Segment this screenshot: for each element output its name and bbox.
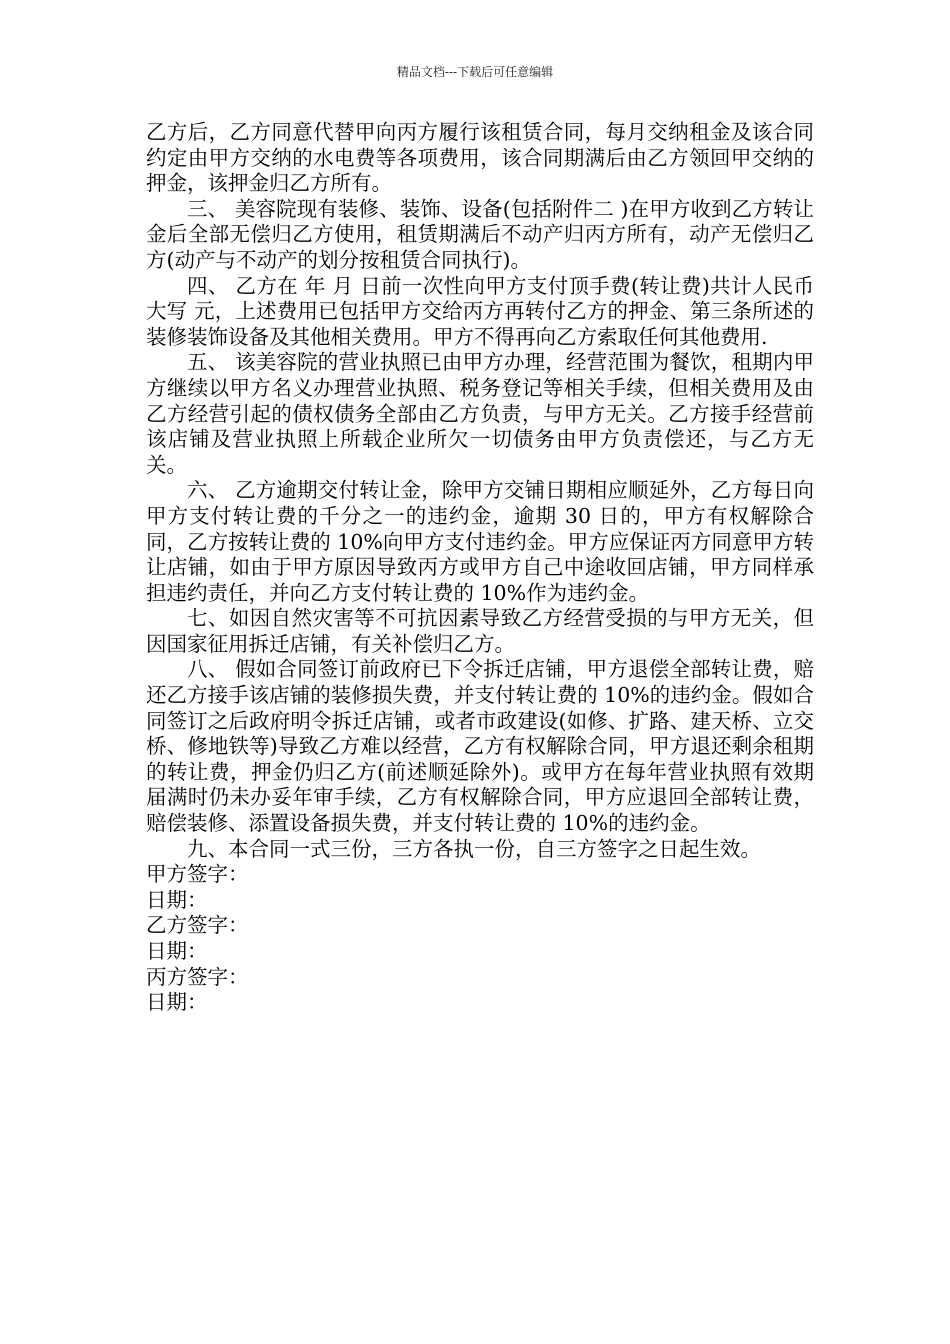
clause-8: 八、 假如合同签订前政府已下令拆迁店铺，甲方退偿全部转让费，赔还乙方接手该店铺的装修损失费，并支付转让费的 10%的违约金。假如合同签订之后政府明令拆迁店铺，或者市政建设(如修、扩路、建天桥、立交桥、修地铁等)导致乙方难以经营，乙方有权解除合同，甲方退还剩余租期的转让费，押金仍归乙方(前述顺延除外)。或甲方在每年营业执照有效期届满时仍未办妥年审手续，乙方有权解除合同，甲方应退回全部转让费，赔偿装修、添置设备损失费，并支付转让费的 10%的违约金。 (146, 657, 814, 836)
party-b-date-label: 日期： (146, 939, 208, 963)
clause-9: 九、本合同一式三份，三方各执一份，自三方签字之日起生效。 (187, 836, 761, 861)
contract-body (146, 120, 814, 1016)
party-c-date-label: 日期： (146, 990, 208, 1015)
clause-4: 四、 乙方在 年 月 日前一次性向甲方支付顶手费(转让费)共计人民币大写 元，上述费用已包括甲方交给丙方再转付乙方的押金、第三条所述的装修装饰设备及其他相关费用。甲方不得再向乙方索取任何其他费用. (146, 273, 814, 349)
clause-3: 三、 美容院现有装修、装饰、设备(包括附件二 )在甲方收到乙方转让金后全部无偿归乙方使用，租赁期满后不动产归丙方所有，动产无偿归乙方(动产与不动产的划分按租赁合同执行)。 (146, 196, 814, 272)
page-header: 精品文档---下载后可任意编辑 (396, 65, 554, 79)
paragraph-continuation: 乙方后，乙方同意代替甲向丙方履行该租赁合同，每月交纳租金及该合同约定由甲方交纳的水电费等各项费用，该合同期满后由乙方领回甲交纳的押金，该押金归乙方所有。 (146, 120, 814, 196)
party-b-signature-label: 乙方签字： (146, 913, 249, 938)
clause-7: 七、如因自然灾害等不可抗因素导致乙方经营受损的与甲方无关，但因国家征用拆迁店铺，有关补偿归乙方。 (146, 606, 814, 656)
clause-5: 五、 该美容院的营业执照已由甲方办理，经营范围为餐饮，租期内甲方继续以甲方名义办理营业执照、税务登记等相关手续，但相关费用及由乙方经营引起的债权债务全部由乙方负责，与甲方无关。乙方接手经营前该店铺及营业执照上所载企业所欠一切债务由甲方负责偿还，与乙方无关。 (146, 350, 814, 477)
party-a-signature-label: 甲方签字： (146, 862, 249, 887)
party-c-signature-label: 丙方签字： (146, 964, 249, 989)
party-a-date-label: 日期： (146, 887, 208, 912)
clause-6: 六、 乙方逾期交付转让金，除甲方交铺日期相应顺延外，乙方每日向甲方支付转让费的千分之一的违约金，逾期 30 日的，甲方有权解除合同，乙方按转让费的 10%向甲方支付违约金。甲方应保证丙方同意甲方转让店铺，如由于甲方原因导致丙方或甲方自己中途收回店铺，甲方同样承担违约责任，并向乙方支付转让费的 10%作为违约金。 (146, 478, 814, 605)
